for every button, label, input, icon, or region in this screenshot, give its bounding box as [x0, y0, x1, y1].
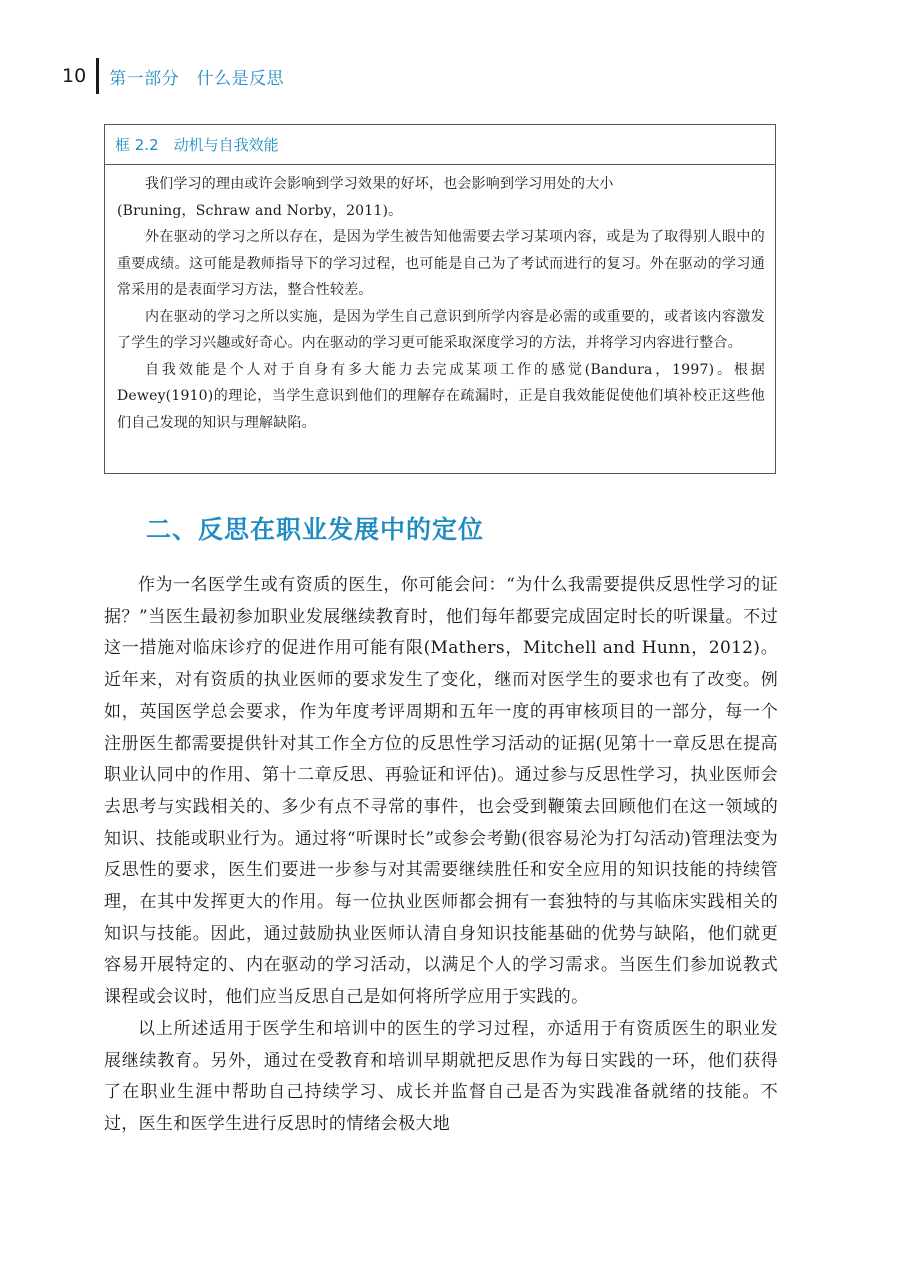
header-divider — [96, 58, 99, 94]
box-paragraph: 内在驱动的学习之所以实施，是因为学生自己意识到所学内容是必需的或重要的，或者该内容激发了学生的学习兴趣或好奇心。内在驱动的学习更可能采取深度学习的方法，并将学习内容进行整合。 — [117, 308, 765, 351]
page-number: 10 — [62, 65, 87, 87]
main-text — [104, 570, 778, 1141]
box-paragraph: 自我效能是个人对于自身有多大能力去完成某项工作的感觉(Bandura，1997)。根据 Dewey(1910)的理论，当学生意识到他们的理解存在疏漏时，正是自我效能促使他们填补校正这些他们自己发现的知识与理解缺陷。 — [117, 361, 765, 431]
body-paragraph: 作为一名医学生或有资质的医生，你可能会问：“为什么我需要提供反思性学习的证据？”当医生最初参加职业发展继续教育时，他们每年都要完成固定时长的听课量。不过这一措施对临床诊疗的促进作用可能有限(Mathers，Mitchell and Hunn，2012)。近年来，对有资质的执业医师的要求发生了变化，继而对医学生的要求也有了改变。例如，英国医学总会要求，作为年度考评周期和五年一度的再审核项目的一部分，每一个注册医生都需要提供针对其工作全方位的反思性学习活动的证据(见第十一章反思在提高职业认同中的作用、第十二章反思、再验证和评估)。通过参与反思性学习，执业医师会去思考与实践相关的、多少有点不寻常的事件，也会受到鞭策去回顾他们在这一领域的知识、技能或职业行为。通过将“听课时长”或参会考勤(很容易沦为打勾活动)管理法变为反思性的要求，医生们要进一步参与对其需要继续胜任和安全应用的知识技能的持续管理，在其中发挥更大的作用。每一位执业医师都会拥有一套独特的与其临床实践相关的知识与技能。因此，通过鼓励执业医师认清自身知识技能基础的优势与缺陷，他们就更容易开展特定的、内在驱动的学习活动，以满足个人的学习需求。当医生们参加说教式课程或会议时，他们应当反思自己是如何将所学应用于实践的。 — [104, 575, 778, 1008]
body-paragraph: 以上所述适用于医学生和培训中的医生的学习过程，亦适用于有资质医生的职业发展继续教育。另外，通过在受教育和培训早期就把反思作为每日实践的一环，他们获得了在职业生涯中帮助自己持续学习、成长并监督自己是否为实践准备就绪的技能。不过，医生和医学生进行反思时的情绪会极大地 — [104, 1018, 778, 1134]
box-paragraph: 外在驱动的学习之所以存在，是因为学生被告知他需要去学习某项内容，或是为了取得别人眼中的重要成绩。这可能是教师指导下的学习过程，也可能是自己为了考试而进行的复习。外在驱动的学习通常采用的是表面学习方法，整合性较差。 — [117, 229, 765, 298]
running-header — [62, 58, 284, 94]
box-paragraph: 我们学习的理由或许会影响到学习效果的好坏，也会影响到学习用处的大小 — [145, 176, 614, 192]
sidebar-box — [104, 124, 776, 474]
box-paragraph: (Bruning，Schraw and Norby，2011)。 — [117, 202, 403, 219]
part-title: 第一部分 什么是反思 — [109, 68, 285, 89]
section-heading: 二、反思在职业发展中的定位 — [146, 515, 485, 544]
box-title: 框 2.2 动机与自我效能 — [105, 125, 775, 165]
box-body — [105, 165, 775, 436]
